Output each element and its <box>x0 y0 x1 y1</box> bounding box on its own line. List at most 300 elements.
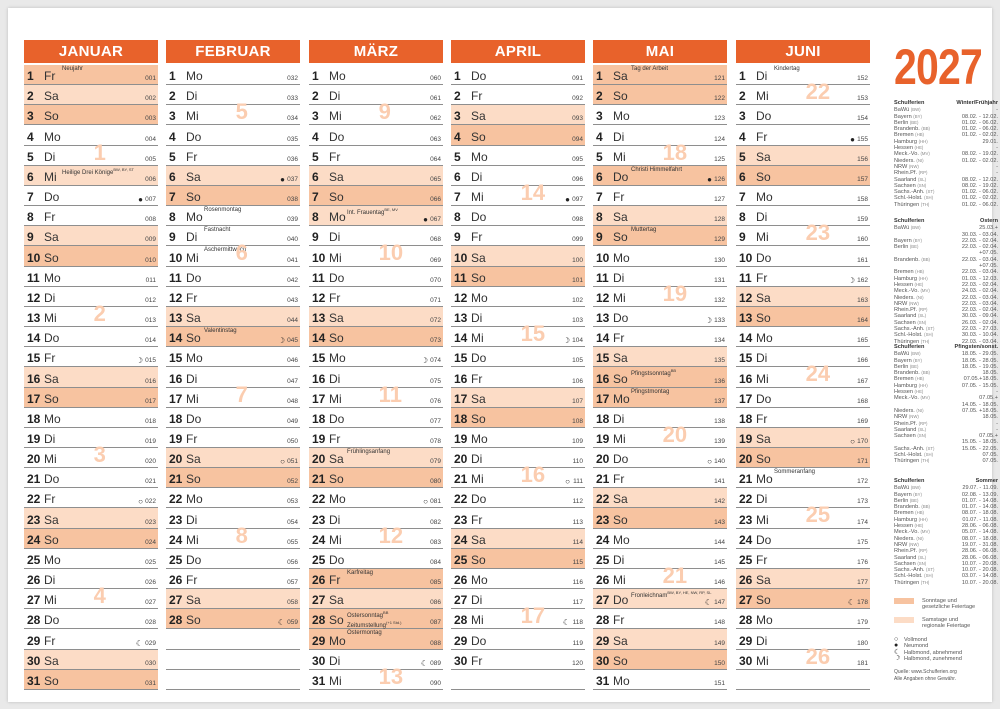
day-row[interactable] <box>309 428 443 448</box>
day-number: 16 <box>27 371 41 386</box>
holiday-dates: 28.06. - 06.08. <box>961 523 998 530</box>
day-row[interactable] <box>309 146 443 166</box>
day-row[interactable] <box>451 488 585 508</box>
day-of-year: 178 <box>857 599 868 607</box>
day-number: 11 <box>454 270 467 285</box>
day-row[interactable] <box>309 85 443 105</box>
day-row[interactable] <box>736 65 870 85</box>
day-of-year: 021 <box>145 478 156 486</box>
week-number: 19 <box>662 280 688 306</box>
day-row[interactable] <box>166 468 300 488</box>
weekday: Fr <box>44 633 56 648</box>
day-row[interactable] <box>736 267 870 287</box>
day-row[interactable] <box>451 408 585 428</box>
day-of-year: 156 <box>857 155 868 163</box>
day-row[interactable] <box>736 428 870 448</box>
day-of-year: 012 <box>145 296 156 304</box>
state-abbr: (SH) <box>924 573 934 579</box>
weekday: Mi <box>756 89 769 104</box>
day-row[interactable] <box>593 307 727 327</box>
day-row[interactable] <box>166 267 300 287</box>
day-row[interactable] <box>593 347 727 367</box>
weekday: Mo <box>44 270 61 285</box>
weekday: Mo <box>471 149 488 164</box>
day-number: 9 <box>739 230 746 245</box>
weekday: Mo <box>756 190 773 205</box>
day-row[interactable] <box>166 307 300 327</box>
day-of-year: 151 <box>714 679 725 687</box>
weekday: Do <box>44 331 60 346</box>
day-row[interactable] <box>24 125 158 145</box>
day-row[interactable] <box>309 629 443 649</box>
day-row[interactable] <box>24 408 158 428</box>
weekday: Sa <box>471 391 486 406</box>
day-row[interactable] <box>736 549 870 569</box>
day-row[interactable] <box>593 629 727 649</box>
day-row[interactable] <box>451 287 585 307</box>
day-number: 23 <box>27 512 41 527</box>
day-row[interactable] <box>451 206 585 226</box>
day-row[interactable] <box>166 589 300 609</box>
state-name: Bremen <box>894 510 914 517</box>
day-number: 9 <box>454 230 461 245</box>
holiday-dates: 10.07. - 20.08. <box>961 560 998 567</box>
day-row[interactable] <box>593 226 727 246</box>
holiday-note <box>347 570 373 577</box>
day-row[interactable] <box>166 166 300 186</box>
table-title: Schulferien <box>894 218 925 224</box>
weekday: Fr <box>329 573 341 588</box>
holiday-dates: - <box>996 170 998 177</box>
day-number: 13 <box>454 311 468 326</box>
day-of-year: 091 <box>572 75 583 83</box>
day-row[interactable] <box>451 85 585 105</box>
weekday: Fr <box>756 411 768 426</box>
weekday: So <box>613 512 628 527</box>
day-row[interactable] <box>451 367 585 387</box>
holiday-note <box>774 66 800 73</box>
day-row[interactable] <box>451 508 585 528</box>
day-row[interactable] <box>24 367 158 387</box>
state-name: Meck.-Vo. <box>894 395 919 402</box>
day-row[interactable] <box>309 206 443 226</box>
day-row[interactable] <box>593 85 727 105</box>
day-row[interactable] <box>593 650 727 670</box>
day-row[interactable] <box>166 327 300 347</box>
weekday: Sa <box>756 290 771 305</box>
day-row[interactable] <box>593 388 727 408</box>
day-row[interactable] <box>736 448 870 468</box>
weekday: Do <box>329 129 345 144</box>
day-number: 29 <box>596 633 610 648</box>
weekday: Di <box>186 230 198 245</box>
state <box>894 257 930 270</box>
day-number: 27 <box>169 593 183 608</box>
state-abbr: (BY) <box>913 491 922 497</box>
day-row[interactable] <box>451 629 585 649</box>
day-row[interactable] <box>736 529 870 549</box>
day-row[interactable] <box>451 388 585 408</box>
weekday: Di <box>756 210 768 225</box>
day-of-year: 055 <box>287 538 298 546</box>
day-row[interactable] <box>451 125 585 145</box>
day-of-year: 161 <box>857 256 868 264</box>
day-row[interactable] <box>593 488 727 508</box>
day-row[interactable] <box>166 146 300 166</box>
day-row[interactable] <box>24 549 158 569</box>
day-row[interactable] <box>166 508 300 528</box>
weekday: Fr <box>756 552 768 567</box>
week-number: 1 <box>93 139 106 165</box>
week-number: 10 <box>378 240 404 266</box>
weekday: Sa <box>329 593 344 608</box>
holiday-name: Fastnacht <box>204 227 231 234</box>
day-row[interactable] <box>166 569 300 589</box>
day-row[interactable] <box>309 327 443 347</box>
day-number: 14 <box>596 331 610 346</box>
day-row[interactable] <box>451 650 585 670</box>
weekday: Mi <box>613 431 626 446</box>
day-row[interactable] <box>24 488 158 508</box>
day-row[interactable] <box>24 186 158 206</box>
day-of-year: 078 <box>430 437 441 445</box>
day-row[interactable] <box>24 246 158 266</box>
day-of-year: 127 <box>714 196 725 204</box>
waxing-moon-icon: ☽ <box>894 655 901 663</box>
week-number: 20 <box>662 421 688 447</box>
holiday-table <box>894 100 998 208</box>
day-row[interactable] <box>309 65 443 85</box>
day-row[interactable] <box>736 609 870 629</box>
day-row[interactable] <box>309 488 443 508</box>
day-row[interactable] <box>166 85 300 105</box>
day-row[interactable] <box>24 428 158 448</box>
day-number: 30 <box>454 653 468 668</box>
holiday-dates: 08.02. - 12.02. <box>961 113 998 120</box>
holiday-dates: 02.08. - 13.09. <box>961 491 998 498</box>
day-row[interactable] <box>309 287 443 307</box>
day-number: 6 <box>169 169 176 184</box>
day-row[interactable] <box>451 589 585 609</box>
weekday: So <box>186 472 201 487</box>
day-row[interactable] <box>593 186 727 206</box>
weekday: Sa <box>756 431 771 446</box>
day-row[interactable] <box>166 408 300 428</box>
weekday: Do <box>329 270 345 285</box>
day-row[interactable] <box>166 65 300 85</box>
waxing-moon-icon: ☽ <box>704 316 712 326</box>
month-header: MAI <box>593 40 727 63</box>
waxing-moon-icon: ☽ <box>847 275 855 285</box>
weekday: Sa <box>613 351 628 366</box>
day-of-year: 143 <box>714 518 725 526</box>
day-row[interactable] <box>736 287 870 307</box>
day-row[interactable] <box>451 307 585 327</box>
day-number: 26 <box>312 573 326 588</box>
day-row[interactable] <box>309 226 443 246</box>
day-row[interactable] <box>166 488 300 508</box>
day-row[interactable] <box>166 428 300 448</box>
day-row[interactable] <box>24 650 158 670</box>
day-number: 22 <box>27 492 41 507</box>
state-name: Sachs.-Anh. <box>894 567 925 574</box>
day-of-year: 122 <box>714 95 725 103</box>
state-abbr: (NI) <box>916 535 924 541</box>
day-row[interactable] <box>736 408 870 428</box>
state-name: Thüringen <box>894 458 920 465</box>
day-row[interactable] <box>736 246 870 266</box>
day-of-year: 141 <box>714 478 725 486</box>
day-row[interactable] <box>736 589 870 609</box>
state-abbr: (NW) <box>908 541 919 547</box>
state-name: Bayern <box>894 357 912 364</box>
day-number: 22 <box>169 492 183 507</box>
day-row[interactable] <box>309 589 443 609</box>
weekday: Do <box>186 129 202 144</box>
day-row[interactable] <box>451 569 585 589</box>
day-row[interactable] <box>736 186 870 206</box>
day-row[interactable] <box>24 468 158 488</box>
day-row[interactable] <box>593 267 727 287</box>
holiday-row <box>894 580 998 586</box>
weekday: Mo <box>756 613 773 628</box>
day-row[interactable] <box>451 246 585 266</box>
day-row[interactable] <box>593 65 727 85</box>
day-row[interactable] <box>309 549 443 569</box>
day-number: 2 <box>596 89 603 104</box>
day-number: 4 <box>27 129 34 144</box>
day-row[interactable] <box>166 549 300 569</box>
holiday-regions: BW, BY, ST <box>113 166 134 172</box>
day-row[interactable] <box>736 327 870 347</box>
day-of-year: 173 <box>857 498 868 506</box>
day-row[interactable] <box>736 488 870 508</box>
day-row[interactable] <box>736 388 870 408</box>
state-abbr: (TH) <box>920 338 930 344</box>
day-row[interactable] <box>166 186 300 206</box>
full-moon-icon: ○ <box>138 497 143 507</box>
day-row[interactable] <box>24 226 158 246</box>
day-of-year: 118 <box>572 619 583 627</box>
day-of-year: 132 <box>714 296 725 304</box>
day-row[interactable] <box>451 105 585 125</box>
day-row[interactable] <box>24 327 158 347</box>
day-row[interactable] <box>309 307 443 327</box>
day-row[interactable] <box>24 508 158 528</box>
week-number: 17 <box>520 603 546 629</box>
day-row[interactable] <box>593 125 727 145</box>
day-number: 8 <box>169 210 176 225</box>
day-number: 7 <box>27 190 34 205</box>
day-row[interactable] <box>24 388 158 408</box>
day-row[interactable] <box>593 549 727 569</box>
day-row[interactable] <box>593 508 727 528</box>
day-row[interactable] <box>593 589 727 609</box>
day-number: 14 <box>312 331 326 346</box>
month-header: JANUAR <box>24 40 158 63</box>
day-row[interactable] <box>24 529 158 549</box>
day-row[interactable] <box>451 448 585 468</box>
day-row[interactable] <box>451 428 585 448</box>
day-row[interactable] <box>309 347 443 367</box>
full-moon-icon: ○ <box>565 477 570 487</box>
week-number: 5 <box>235 99 248 125</box>
day-row[interactable] <box>593 408 727 428</box>
weekday: Di <box>186 371 198 386</box>
day-row[interactable] <box>593 609 727 629</box>
new-moon-icon: ● <box>138 195 143 205</box>
day-row[interactable] <box>166 448 300 468</box>
day-row[interactable] <box>593 246 727 266</box>
day-row[interactable] <box>736 307 870 327</box>
day-row[interactable] <box>736 105 870 125</box>
day-row[interactable] <box>593 166 727 186</box>
day-row[interactable] <box>24 569 158 589</box>
day-row[interactable] <box>593 105 727 125</box>
day-row[interactable] <box>451 267 585 287</box>
day-row[interactable] <box>309 569 443 589</box>
day-of-year: 066 <box>430 196 441 204</box>
day-number: 31 <box>27 673 41 688</box>
day-number: 6 <box>27 169 34 184</box>
state-name: Hamburg <box>894 138 918 145</box>
holiday-dates: 18.05. - 28.05. <box>961 357 998 364</box>
day-of-year: 093 <box>572 115 583 123</box>
day-row[interactable] <box>166 206 300 226</box>
full-moon-icon: ○ <box>280 457 285 467</box>
day-row[interactable] <box>309 267 443 287</box>
day-row[interactable] <box>309 448 443 468</box>
weekday: Fr <box>613 331 625 346</box>
day-number: 6 <box>312 169 319 184</box>
holiday-note <box>62 167 134 177</box>
day-row[interactable] <box>736 468 870 488</box>
day-row[interactable] <box>309 468 443 488</box>
day-row[interactable] <box>24 65 158 85</box>
day-row[interactable] <box>309 508 443 528</box>
day-row[interactable] <box>166 287 300 307</box>
day-row[interactable] <box>309 367 443 387</box>
day-row[interactable] <box>309 650 443 670</box>
day-row[interactable] <box>593 670 727 690</box>
week-number: 8 <box>235 522 248 548</box>
day-row[interactable] <box>451 226 585 246</box>
day-row[interactable] <box>24 670 158 690</box>
state-name: Rhein.Pf. <box>894 170 918 177</box>
day-row[interactable] <box>736 166 870 186</box>
day-row[interactable] <box>309 125 443 145</box>
day-row[interactable] <box>166 125 300 145</box>
day-row[interactable] <box>451 146 585 166</box>
state-name: Berlin <box>894 119 909 126</box>
weekday: So <box>329 190 344 205</box>
holiday-note <box>204 247 246 254</box>
weekday: Mi <box>44 452 57 467</box>
day-row[interactable] <box>736 629 870 649</box>
weekday: Di <box>756 351 768 366</box>
state-abbr: (SN) <box>917 182 927 188</box>
day-number: 5 <box>596 149 603 164</box>
day-number: 1 <box>312 69 319 84</box>
holiday-dates: 18.05. - 19.05. <box>961 363 998 370</box>
day-number: 16 <box>312 371 326 386</box>
waxing-moon-icon: ☽ <box>277 336 285 346</box>
weekday: Do <box>471 210 487 225</box>
day-of-year: 056 <box>287 558 298 566</box>
holiday-dates: 07.05. <box>982 458 998 465</box>
week-number: 25 <box>805 502 831 528</box>
day-row[interactable] <box>736 347 870 367</box>
day-number: 1 <box>739 69 746 84</box>
day-row[interactable] <box>309 408 443 428</box>
weekday: Do <box>44 472 60 487</box>
day-row[interactable] <box>451 166 585 186</box>
day-row[interactable] <box>24 105 158 125</box>
state-name: Hessen <box>894 389 913 396</box>
day-row[interactable] <box>736 146 870 166</box>
state-name: Hessen <box>894 281 913 288</box>
day-row[interactable] <box>736 569 870 589</box>
day-row[interactable] <box>593 529 727 549</box>
day-of-year: 032 <box>287 75 298 83</box>
day-row[interactable] <box>451 549 585 569</box>
day-of-year: 042 <box>287 276 298 284</box>
day-row[interactable] <box>166 367 300 387</box>
day-of-year: 131 <box>714 276 725 284</box>
new-moon-icon: ● <box>280 174 285 184</box>
day-row[interactable] <box>309 186 443 206</box>
day-row[interactable] <box>309 609 443 629</box>
day-row[interactable] <box>593 206 727 226</box>
day-row[interactable] <box>24 206 158 226</box>
weekday: Do <box>613 452 629 467</box>
day-of-year: 088 <box>430 639 441 647</box>
day-row[interactable] <box>166 226 300 246</box>
day-number: 5 <box>169 149 176 164</box>
day-of-year: 148 <box>714 619 725 627</box>
weekday: Di <box>613 270 625 285</box>
day-number: 14 <box>454 331 468 346</box>
day-row[interactable] <box>736 125 870 145</box>
day-row[interactable] <box>166 609 300 629</box>
day-of-year: 076 <box>430 397 441 405</box>
day-of-year: 051 <box>287 458 298 466</box>
holiday-row <box>894 257 998 270</box>
day-row[interactable] <box>593 327 727 347</box>
day-row[interactable] <box>24 267 158 287</box>
day-row[interactable] <box>24 629 158 649</box>
day-row[interactable] <box>24 609 158 629</box>
day-row[interactable] <box>24 287 158 307</box>
day-row[interactable] <box>166 347 300 367</box>
day-number: 5 <box>454 149 461 164</box>
day-row[interactable] <box>309 166 443 186</box>
day-row[interactable] <box>593 448 727 468</box>
day-row[interactable] <box>24 166 158 186</box>
day-number: 16 <box>596 371 610 386</box>
day-of-year: 176 <box>857 558 868 566</box>
day-row[interactable] <box>24 347 158 367</box>
day-row[interactable] <box>736 206 870 226</box>
day-row[interactable] <box>593 468 727 488</box>
day-row[interactable] <box>451 347 585 367</box>
weekday: Di <box>186 512 198 527</box>
day-row[interactable] <box>451 65 585 85</box>
day-row[interactable] <box>24 85 158 105</box>
day-row[interactable] <box>451 529 585 549</box>
day-row[interactable] <box>593 367 727 387</box>
day-of-year: 153 <box>857 95 868 103</box>
